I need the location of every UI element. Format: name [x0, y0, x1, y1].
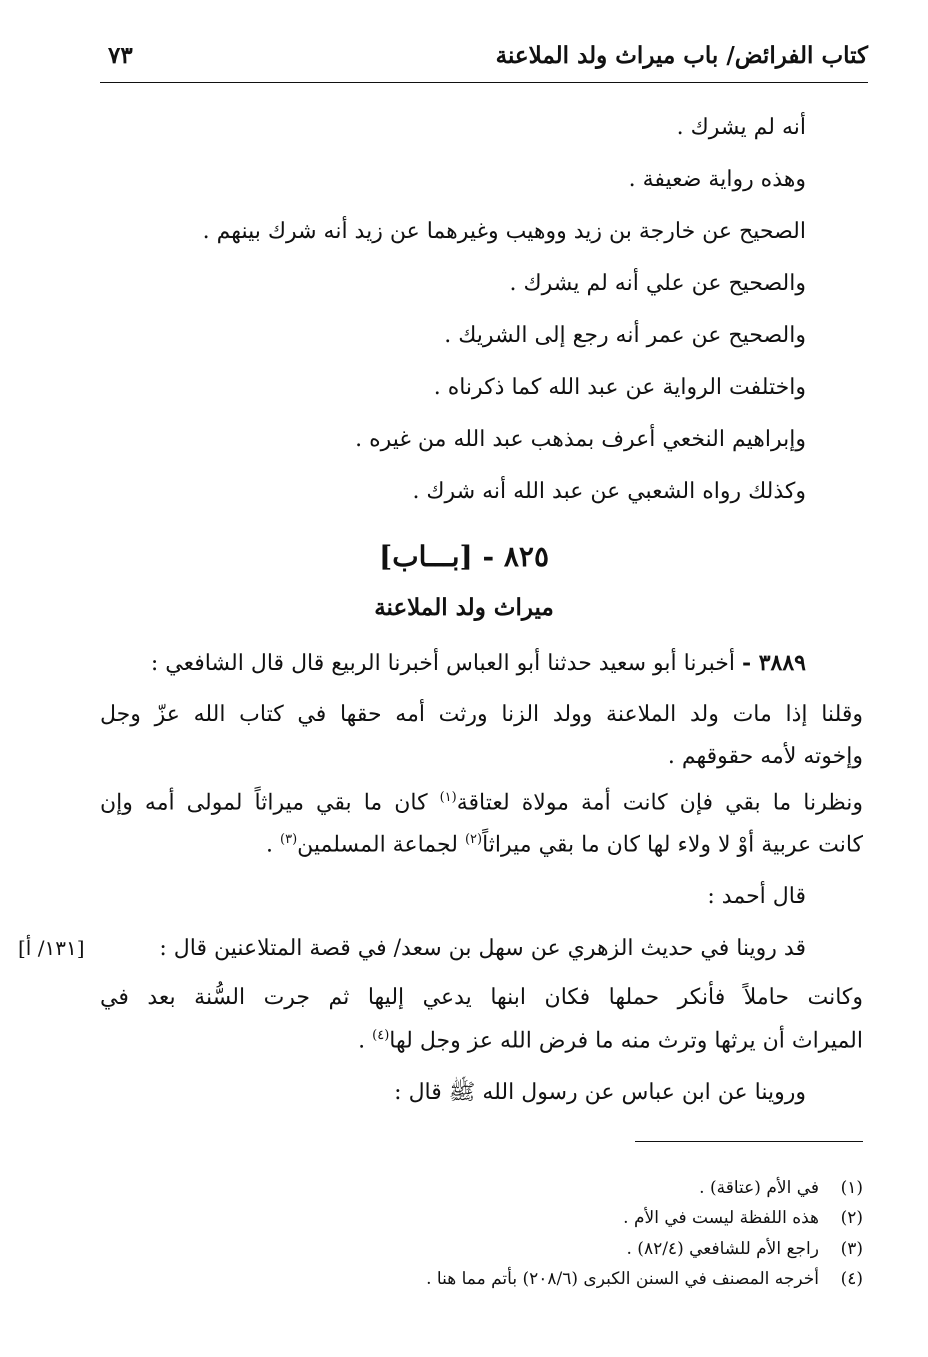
header-rule: [100, 82, 868, 83]
text-line: وهذه رواية ضعيفة .: [628, 167, 806, 192]
text-span: .: [358, 1028, 373, 1054]
text-line: وإبراهيم النخعي أعرف بمذهب عبد الله من غيره .: [355, 427, 806, 452]
page-number: ٧٣: [108, 42, 133, 69]
section-heading: ٨٢٥ - [بـــاب]: [378, 540, 550, 573]
text-line: الصحيح عن خارجة بن زيد ووهيب وغيرهما عن زيد أنه شرك بينهم .: [202, 219, 806, 244]
footnote-text: هذه اللفظة ليست في الأم .: [623, 1208, 819, 1228]
text-span: كان ما بقي ميراثاً لمولى أمه وإن: [100, 790, 440, 816]
footnote-number: (٤): [840, 1269, 863, 1289]
footnote-number: (٢): [840, 1208, 863, 1228]
footnote-text: أخرجه المصنف في السنن الكبرى (٢٠٨/٦) بأتم مما هنا .: [426, 1269, 819, 1289]
footnote-number: (١): [840, 1178, 863, 1198]
footnote-ref: (٢): [464, 832, 483, 847]
text-line: [358, 1028, 863, 1055]
text-span: ونظرنا ما بقي فإن كانت أمة مولاة لعتاقة: [456, 790, 863, 816]
text-line: قد روينا في حديث الزهري عن سهل بن سعد/ في قصة المتلاعنين قال :: [159, 936, 806, 961]
text-line: وكانت حاملاً فأنكر حملها فكان ابنها يدعي إليها ثم جرت السُّنة بعد في: [100, 985, 863, 1010]
text-line: وروينا عن ابن عباس عن رسول الله ﷺ قال :: [394, 1080, 806, 1105]
footnote-separator: [635, 1141, 863, 1142]
section-subtitle: ميراث ولد الملاعنة: [374, 594, 554, 621]
hadith-isnad: أخبرنا أبو سعيد حدثنا أبو العباس أخبرنا الربيع قال قال الشافعي :: [150, 651, 742, 676]
footnote: [426, 1269, 863, 1289]
footnote: [623, 1208, 863, 1228]
footnote-ref: (١): [439, 790, 457, 805]
text-line: [100, 790, 863, 817]
footnote-ref: (٤): [372, 1028, 390, 1043]
footnote-text: في الأم (عتاقة) .: [699, 1178, 819, 1198]
text-span: لجماعة المسلمين: [297, 832, 465, 858]
running-header: [100, 40, 868, 80]
text-line: قال أحمد :: [707, 884, 806, 909]
text-line: واختلفت الرواية عن عبد الله كما ذكرناه .: [433, 375, 806, 400]
hadith-number: ٣٨٨٩ -: [741, 650, 806, 676]
text-span: .: [266, 832, 280, 858]
header-title: كتاب الفرائض/ باب ميراث ولد الملاعنة: [495, 42, 868, 69]
text-line: [266, 832, 863, 859]
footnote: [699, 1178, 863, 1198]
text-line: أنه لم يشرك .: [676, 115, 806, 140]
footnote-number: (٣): [840, 1239, 863, 1259]
text-line: والصحيح عن علي أنه لم يشرك .: [509, 271, 806, 296]
footnote: [626, 1239, 863, 1259]
footnote-ref: (٣): [280, 832, 298, 847]
text-line: وإخوته لأمه حقوقهم .: [667, 744, 863, 769]
margin-folio-note: [١٣١/ أ]: [18, 936, 85, 960]
text-span: الميراث أن يرثها وترث منه ما فرض الله عز وجل لها: [389, 1028, 863, 1054]
text-line: والصحيح عن عمر أنه رجع إلى الشريك .: [444, 323, 806, 348]
text-span: كانت عربية أوْ لا ولاء لها كان ما بقي ميراثاً: [482, 832, 863, 858]
text-line: وكذلك رواه الشعبي عن عبد الله أنه شرك .: [412, 479, 806, 504]
text-line: وقلنا إذا مات ولد الملاعنة وولد الزنا ورثت أمه حقها في كتاب الله عزّ وجل: [100, 702, 863, 727]
hadith-isnad-line: [151, 650, 806, 677]
footnote-text: راجع الأم للشافعي (٨٢/٤) .: [626, 1239, 819, 1259]
